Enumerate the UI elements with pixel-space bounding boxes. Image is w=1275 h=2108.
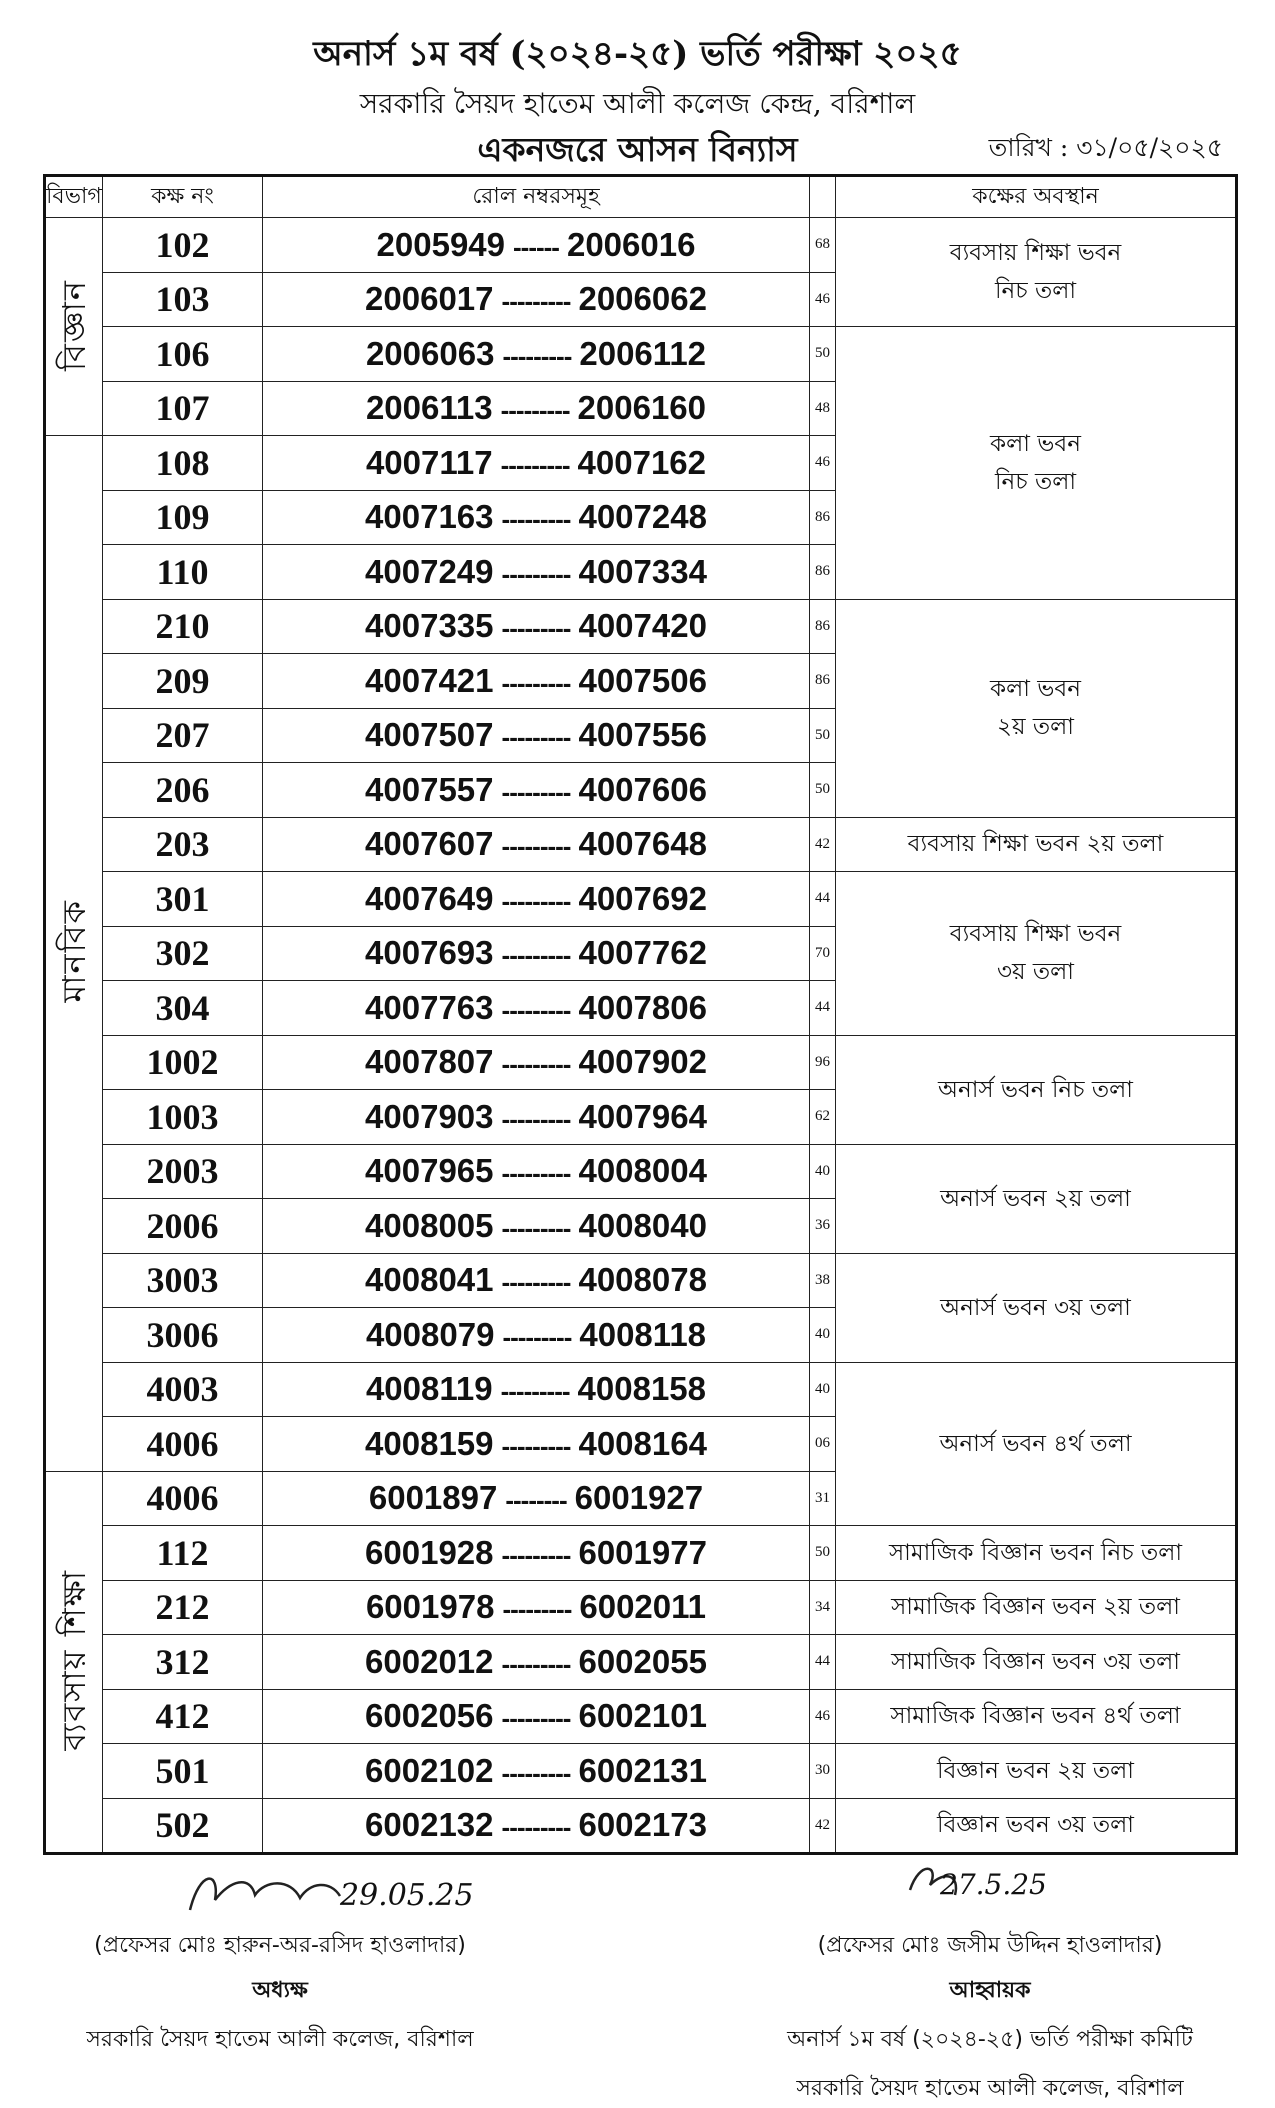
student-count: 86 [810,654,836,709]
roll-from: 6001978 [365,1588,495,1626]
roll-range [263,1144,810,1199]
table-row [45,599,1237,654]
table-row [45,327,1237,382]
roll-range [263,708,810,763]
room-location [836,1798,1237,1854]
student-count: 86 [810,545,836,600]
student-count: 70 [810,926,836,981]
room-number: 103 [103,272,263,327]
room-number: 502 [103,1798,263,1854]
student-count: 40 [810,1308,836,1363]
roll-separator: --------- [501,776,571,807]
room-number: 2003 [103,1144,263,1199]
student-count: 42 [810,817,836,872]
table-row [45,1253,1237,1308]
roll-from: 4007807 [365,1043,494,1081]
convener-signature-date: 27.5.25 [940,1868,1047,1901]
room-number: 3003 [103,1253,263,1308]
roll-from: 4007903 [365,1097,494,1135]
location-line: বিজ্ঞান ভবন ৩য় তলা [937,1812,1134,1839]
room-location [836,327,1237,600]
table-row [45,1526,1237,1581]
convener-handwritten-signature [740,1860,1240,1920]
principal-signature-date: 29.05.25 [340,1878,474,1913]
department-label: ব্যবসায় শিক্ষা [55,1568,93,1751]
room-number: 4003 [103,1362,263,1417]
roll-to: 4007964 [578,1097,707,1135]
roll-separator: --------- [501,1757,571,1788]
student-count: 46 [810,436,836,491]
roll-from: 4007763 [365,988,494,1026]
table-row [45,1798,1237,1854]
student-count: 96 [810,1035,836,1090]
roll-separator: --------- [501,667,571,698]
roll-to: 6002173 [578,1806,707,1844]
roll-to: 6002101 [578,1697,707,1735]
department-cell [45,436,103,1472]
roll-range [263,1362,810,1417]
header-room: কক্ষ নং [103,176,263,218]
roll-to: 4008158 [577,1370,707,1408]
student-count: 06 [810,1417,836,1472]
roll-separator: --------- [502,340,572,371]
principal-name: (প্রফেসর মোঃ হারুন-অর-রসিদ হাওলাদার) [94,1933,466,1958]
roll-separator: --------- [501,613,571,644]
roll-to: 6002011 [579,1588,707,1626]
roll-to: 4007556 [578,716,707,754]
roll-from: 4007335 [365,607,494,645]
location-line: অনার্স ভবন ৩য় তলা [940,1294,1131,1321]
location-line: সামাজিক বিজ্ঞান ভবন ২য় তলা [891,1594,1180,1621]
seat-plan-table [43,174,1238,1855]
roll-to: 6002055 [578,1642,707,1680]
roll-separator: --------- [501,286,571,317]
roll-separator: --------- [500,449,570,480]
room-number: 312 [103,1635,263,1690]
roll-range [263,1471,810,1526]
roll-separator: --------- [501,722,571,753]
location-line: ব্যবসায় শিক্ষা ভবন [949,240,1122,266]
header-location: কক্ষের অবস্থান [836,176,1237,218]
student-count: 62 [810,1090,836,1145]
roll-separator: --------- [501,1812,571,1843]
roll-range [263,1744,810,1799]
principal-signature-block [40,1860,520,2059]
room-number: 206 [103,763,263,818]
convener-name: (প্রফেসর মোঃ জসীম উদ্দিন হাওলাদার) [817,1933,1163,1958]
roll-to: 4007692 [578,879,707,917]
roll-from: 4007557 [365,770,494,808]
roll-to: 4008040 [578,1206,707,1244]
room-number: 4006 [103,1471,263,1526]
roll-separator: --------- [501,1158,571,1189]
table-row [45,1744,1237,1799]
room-number: 109 [103,490,263,545]
roll-separator: --------- [501,1703,571,1734]
roll-to: 4007606 [578,770,707,808]
roll-range [263,1417,810,1472]
student-count: 86 [810,490,836,545]
roll-range [263,981,810,1036]
roll-from: 4007421 [365,661,494,699]
roll-separator: --------- [502,1321,572,1352]
room-number: 501 [103,1744,263,1799]
roll-range [263,1035,810,1090]
roll-range [263,490,810,545]
table-row [45,872,1237,927]
location-line: কলা ভবন [990,430,1081,457]
roll-range [263,926,810,981]
table-row [45,1362,1237,1417]
table-row [45,817,1237,872]
room-number: 110 [103,545,263,600]
document-subtitle: একনজরে আসন বিন্যাস [477,130,798,169]
room-number: 212 [103,1580,263,1635]
student-count: 48 [810,381,836,436]
roll-from: 4008079 [365,1315,495,1353]
department-cell [45,1471,103,1854]
roll-to: 4008004 [578,1152,707,1190]
room-number: 207 [103,708,263,763]
roll-range [263,1689,810,1744]
roll-to: 4007762 [578,934,707,972]
student-count: 50 [810,708,836,763]
roll-from: 4007607 [365,825,494,863]
roll-range [263,272,810,327]
roll-range [263,1580,810,1635]
roll-separator: --------- [500,1376,570,1407]
roll-to: 4008078 [578,1261,707,1299]
room-number: 304 [103,981,263,1036]
roll-from: 6002056 [365,1697,494,1735]
student-count: 46 [810,1689,836,1744]
roll-range [263,1090,810,1145]
room-number: 112 [103,1526,263,1581]
document-date: তারিখ : ৩১/০৫/২০২৫ [988,133,1223,162]
roll-from: 2006113 [365,389,493,427]
table-row [45,1635,1237,1690]
student-count: 42 [810,1798,836,1854]
room-number: 412 [103,1689,263,1744]
roll-range [263,763,810,818]
convener-committee: অনার্স ১ম বর্ষ (২০২৪-২৫) ভর্তি পরীক্ষা কমিটি [787,2027,1193,2052]
table-row [45,218,1237,273]
room-number: 1003 [103,1090,263,1145]
roll-from: 4007649 [365,879,494,917]
roll-to: 4007334 [578,552,707,590]
seat-plan-body [45,218,1237,1854]
roll-range [263,817,810,872]
roll-from: 4007693 [365,934,494,972]
location-line: ২য় তলা [997,714,1074,740]
roll-from: 4008005 [365,1206,494,1244]
roll-from: 4007249 [365,552,494,590]
student-count: 86 [810,599,836,654]
roll-to: 2006062 [578,280,707,318]
roll-to: 6001977 [578,1533,707,1571]
room-location [836,1362,1237,1526]
location-line: অনার্স ভবন ৪র্থ তলা [939,1430,1132,1457]
room-number: 102 [103,218,263,273]
header-dept: বিভাগ [45,176,103,218]
principal-organization: সরকারি সৈয়দ হাতেম আলী কলেজ, বরিশাল [86,2027,474,2052]
location-line: ৩য় তলা [997,959,1074,986]
roll-range [263,436,810,491]
roll-separator: --------- [501,885,571,916]
roll-separator: --------- [501,1049,571,1080]
roll-to: 4007506 [578,661,707,699]
student-count: 38 [810,1253,836,1308]
location-line: সামাজিক বিজ্ঞান ভবন নিচ তলা [888,1539,1183,1566]
student-count: 44 [810,1635,836,1690]
room-number: 203 [103,817,263,872]
room-location [836,1144,1237,1253]
roll-range [263,545,810,600]
principal-handwritten-signature [40,1860,520,1920]
roll-range [263,218,810,273]
student-count: 50 [810,1526,836,1581]
student-count: 44 [810,872,836,927]
roll-range [263,327,810,382]
student-count: 40 [810,1144,836,1199]
table-row [45,1144,1237,1199]
roll-to: 4008164 [578,1424,707,1462]
room-location [836,1253,1237,1362]
room-location [836,1526,1237,1581]
roll-range [263,1635,810,1690]
room-location [836,599,1237,817]
roll-to: 4008118 [579,1315,707,1353]
roll-separator: --------- [500,395,570,426]
roll-from: 4007117 [365,443,493,481]
room-location [836,872,1237,1036]
roll-range [263,381,810,436]
roll-from: 2005949 [376,225,506,263]
room-number: 301 [103,872,263,927]
room-location [836,817,1237,872]
location-line: কলা ভবন [990,676,1081,702]
room-location [836,1580,1237,1635]
student-count: 34 [810,1580,836,1635]
roll-from: 4007965 [365,1152,494,1190]
roll-to: 2006112 [579,334,707,372]
roll-separator: --------- [501,1430,571,1461]
room-location [836,218,1237,327]
roll-to: 6001927 [574,1479,704,1517]
roll-to: 6002131 [578,1751,707,1789]
location-line: নিচ তলা [994,468,1077,495]
location-line: অনার্স ভবন নিচ তলা [938,1076,1133,1103]
roll-from: 2006063 [365,334,495,372]
department-label: বিজ্ঞান [55,278,93,371]
principal-title: অধ্যক্ষ [252,1978,308,2003]
roll-to: 2006160 [577,389,707,427]
roll-separator: --------- [501,504,571,535]
student-count: 36 [810,1199,836,1254]
roll-to: 4007162 [577,443,707,481]
location-line: সামাজিক বিজ্ঞান ভবন ৪র্থ তলা [890,1703,1181,1730]
roll-separator: --------- [501,831,571,862]
student-count: 40 [810,1362,836,1417]
roll-separator: --------- [501,1212,571,1243]
roll-range [263,599,810,654]
student-count: 44 [810,981,836,1036]
table-header-row [45,176,1237,218]
roll-to: 4007806 [578,988,707,1026]
roll-to: 2006016 [566,225,696,263]
roll-separator: --------- [501,1103,571,1134]
location-line: ব্যবসায় শিক্ষা ভবন [949,921,1122,948]
roll-to: 4007648 [578,825,707,863]
roll-to: 4007248 [578,498,707,536]
student-count: 30 [810,1744,836,1799]
roll-separator: --------- [501,1539,571,1570]
department-label: মানবিক [55,899,93,1003]
room-number: 2006 [103,1199,263,1254]
convener-signature-block [740,1860,1240,2108]
roll-separator: --------- [501,558,571,589]
roll-separator: --------- [501,940,571,971]
roll-from: 6002102 [365,1751,494,1789]
roll-separator: --------- [502,1594,572,1625]
room-location [836,1689,1237,1744]
room-number: 210 [103,599,263,654]
table-row [45,1580,1237,1635]
table-row [45,1689,1237,1744]
room-number: 1002 [103,1035,263,1090]
room-number: 107 [103,381,263,436]
location-line: নিচ তলা [994,278,1077,304]
roll-range [263,1526,810,1581]
header-count [810,176,836,218]
table-row [45,1035,1237,1090]
room-number: 302 [103,926,263,981]
header-rolls: রোল নম্বরসমূহ [263,176,810,218]
room-location [836,1635,1237,1690]
convener-organization: সরকারি সৈয়দ হাতেম আলী কলেজ, বরিশাল [796,2076,1184,2101]
roll-range [263,1253,810,1308]
student-count: 50 [810,763,836,818]
roll-separator: --------- [501,1267,571,1298]
roll-from: 6001928 [365,1533,494,1571]
roll-from: 4008119 [365,1370,493,1408]
roll-from: 2006017 [365,280,494,318]
room-location [836,1035,1237,1144]
room-location [836,1744,1237,1799]
roll-separator: --------- [501,994,571,1025]
roll-to: 4007902 [578,1043,707,1081]
roll-to: 4007420 [578,607,707,645]
roll-range [263,654,810,709]
room-number: 209 [103,654,263,709]
student-count: 31 [810,1471,836,1526]
roll-range [263,1798,810,1854]
roll-from: 6002132 [365,1806,494,1844]
room-number: 108 [103,436,263,491]
location-line: সামাজিক বিজ্ঞান ভবন ৩য় তলা [891,1648,1180,1675]
roll-from: 4007163 [365,498,494,536]
student-count: 50 [810,327,836,382]
roll-from: 6001897 [368,1479,498,1517]
document-title: অনার্স ১ম বর্ষ (২০২৪-২৫) ভর্তি পরীক্ষা ২০২৫ [313,34,962,74]
roll-range [263,1199,810,1254]
roll-separator: ------ [513,231,559,262]
roll-range [263,1308,810,1363]
roll-from: 4007507 [365,716,494,754]
exam-center: সরকারি সৈয়দ হাতেম আলী কলেজ কেন্দ্র, বরিশাল [359,87,916,120]
roll-range [263,872,810,927]
location-line: অনার্স ভবন ২য় তলা [940,1185,1131,1212]
roll-separator: -------- [505,1485,567,1516]
student-count: 46 [810,272,836,327]
roll-separator: --------- [501,1648,571,1679]
room-number: 3006 [103,1308,263,1363]
location-line: ব্যবসায় শিক্ষা ভবন ২য় তলা [907,831,1164,858]
department-cell [45,218,103,436]
roll-from: 4008041 [365,1261,494,1299]
room-number: 106 [103,327,263,382]
roll-from: 4008159 [365,1424,494,1462]
location-line: বিজ্ঞান ভবন ২য় তলা [937,1757,1134,1784]
room-number: 4006 [103,1417,263,1472]
convener-title: আহ্বায়ক [949,1978,1031,2003]
roll-from: 6002012 [365,1642,494,1680]
student-count: 68 [810,218,836,273]
